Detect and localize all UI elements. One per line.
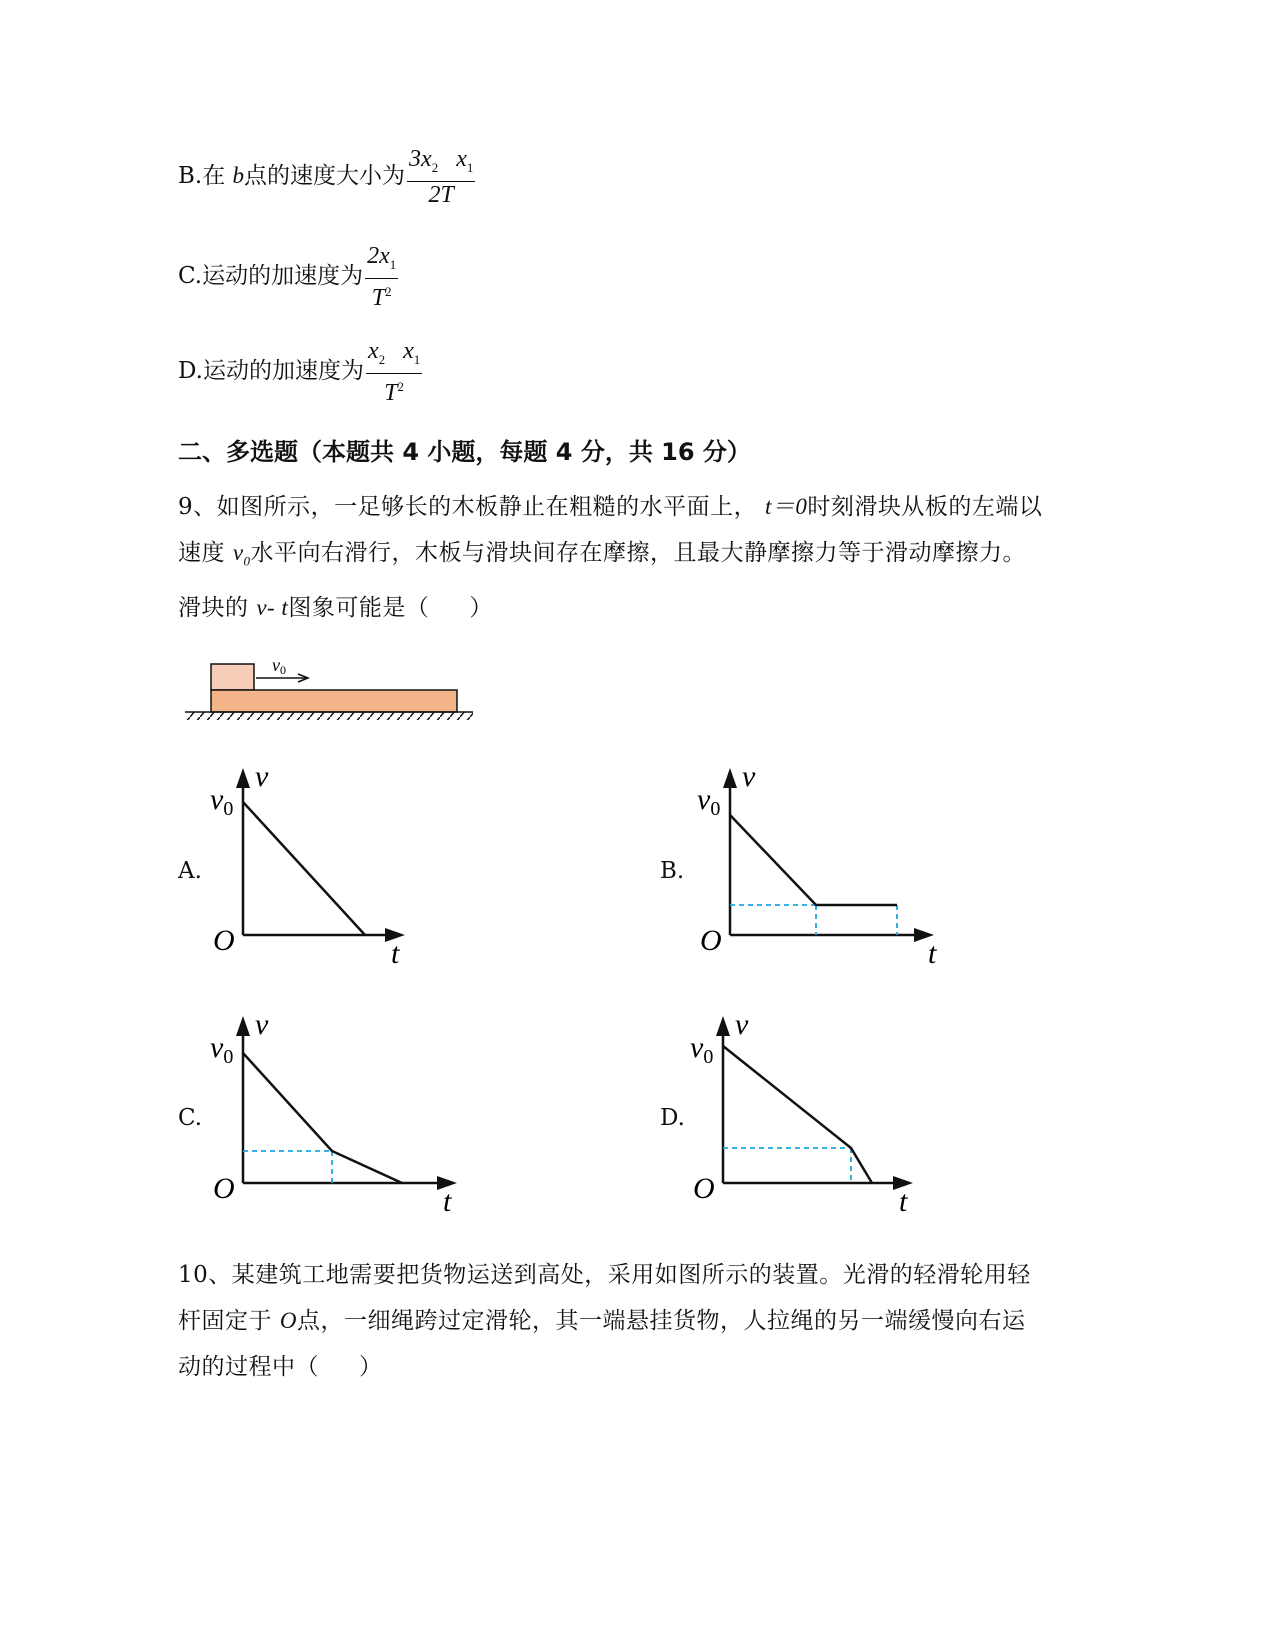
v-axis-arrow-icon <box>716 1016 730 1036</box>
slider-block <box>211 664 254 690</box>
option-c-q8 <box>178 243 398 311</box>
option-b-q8 <box>178 146 475 208</box>
origin-label: O <box>213 1172 235 1205</box>
option-c-label: C. <box>178 1105 203 1131</box>
v0-axis-label: $v_0$ <box>697 783 721 820</box>
t-axis-label: t <box>443 1185 452 1218</box>
v0-var: $v_0$ <box>232 540 251 569</box>
question-9-text: 9、如图所示，一足够长的木板静止在粗糙的水平面上， t＝0时刻滑块从板的左端以速度 $v_0$水平向右滑行，木板与滑块间存在摩擦，且最大静摩擦力等于滑动摩擦力。滑块的 v- t图象可能是（ ） <box>178 494 1043 621</box>
v0-axis-label: $v_0$ <box>210 783 234 820</box>
section-heading: 二、多选题（本题共 4 小题，每题 4 分，共 16 分） <box>178 438 751 466</box>
vt-curve <box>723 1046 872 1183</box>
t-axis-label: t <box>899 1185 908 1218</box>
vt-curve <box>243 802 365 935</box>
t-axis-label: t <box>391 937 400 970</box>
v-axis-arrow-icon <box>236 768 250 788</box>
block-board-figure <box>180 645 480 720</box>
vt-curve <box>730 815 897 905</box>
v-axis-arrow-icon <box>236 1016 250 1036</box>
v0-axis-label: $v_0$ <box>690 1031 714 1068</box>
option-text: 在 <box>202 162 226 189</box>
v-axis-label: v <box>735 1008 749 1041</box>
origin-label: O <box>693 1172 715 1205</box>
graph-option-a <box>205 760 420 975</box>
origin-label: O <box>700 924 722 957</box>
t-equals: t＝0 <box>764 494 808 519</box>
fraction: $\frac{x_2 x_1}{T^2}$ <box>367 338 421 406</box>
v0-axis-label: $v_0$ <box>210 1031 234 1068</box>
graph-option-d <box>685 1008 925 1223</box>
fraction: $\frac{2x_1}{T^2}$ <box>367 243 397 311</box>
ground-hatch <box>185 712 473 720</box>
origin-label: O <box>213 924 235 957</box>
option-text: 运动的加速度为 <box>202 262 364 289</box>
vt-curve <box>243 1053 402 1183</box>
vt-var: v- t <box>256 594 289 620</box>
option-b-label: B. <box>660 858 685 884</box>
option-text-2: 点的速度大小为 <box>244 162 406 189</box>
option-label: C. <box>178 262 203 289</box>
option-label: D. <box>178 357 203 384</box>
graph-option-c <box>205 1008 470 1223</box>
v-axis-label: v <box>742 760 756 793</box>
option-d-q8 <box>178 338 422 406</box>
option-a-label: A. <box>178 858 202 884</box>
t-axis-label: t <box>928 937 937 970</box>
option-text: 运动的加速度为 <box>202 357 364 384</box>
v0-label: v0 <box>272 655 286 677</box>
v-axis-label: v <box>255 1008 269 1041</box>
point-o: O <box>279 1308 297 1333</box>
option-label: B. <box>178 162 203 189</box>
v-axis-label: v <box>255 760 269 793</box>
option-d-label: D. <box>660 1105 685 1131</box>
graph-option-b <box>692 760 952 975</box>
wooden-board <box>211 690 457 712</box>
v-axis-arrow-icon <box>723 768 737 788</box>
fraction: $\frac{3x_2 x_1}{2T}$ <box>409 146 474 208</box>
point-var: b <box>232 162 245 188</box>
question-10-text: 10、某建筑工地需要把货物运送到高处，采用如图所示的装置。光滑的轻滑轮用轻杆固定于 O点，一细绳跨过定滑轮，其一端悬挂货物，人拉绳的另一端缓慢向右运动的过程中（ ） <box>178 1262 1031 1380</box>
